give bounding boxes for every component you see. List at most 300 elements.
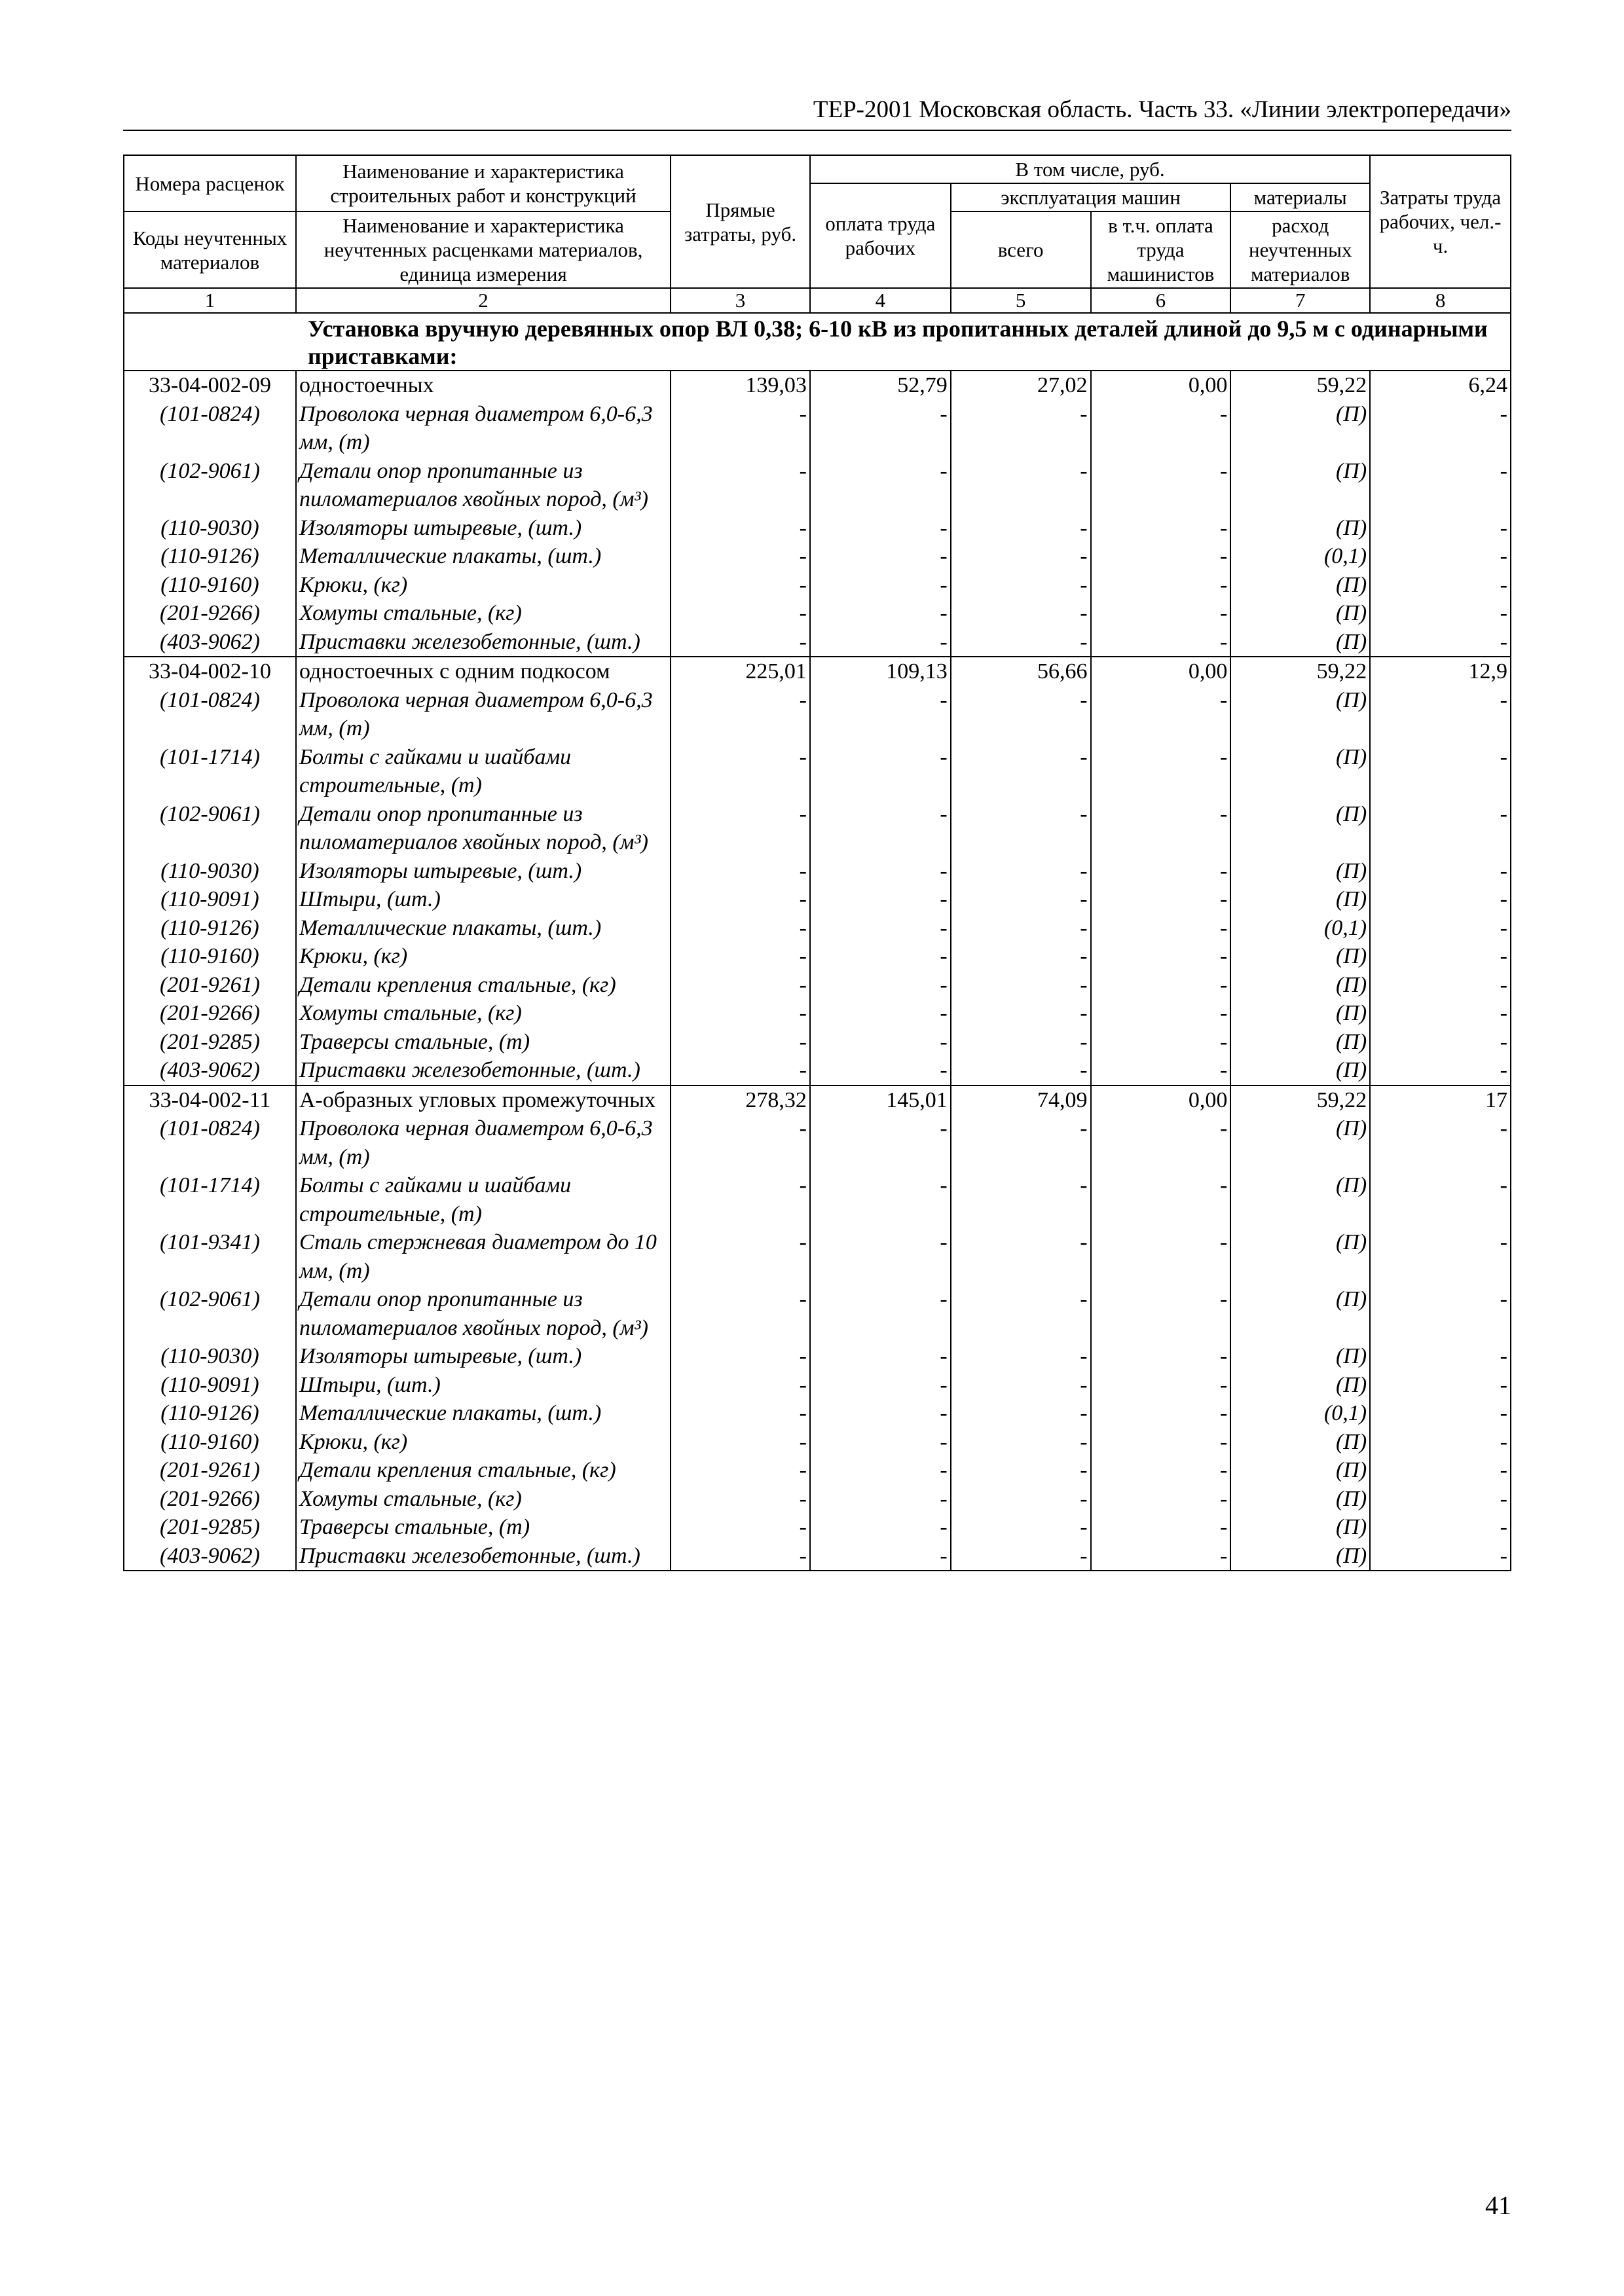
material-code: (110-9030) — [124, 514, 296, 543]
labor-hours: - — [1370, 514, 1511, 543]
labor-pay: 52,79 — [810, 371, 951, 400]
machines-total: - — [951, 628, 1091, 657]
material-name: Приставки железобетонные, (шт.) — [296, 628, 671, 657]
price-name: одностоечных с одним подкосом — [296, 657, 671, 686]
header-including: В том числе, руб. — [810, 155, 1370, 183]
material-name: Хомуты стальные, (кг) — [296, 1485, 671, 1514]
material-code: (110-9126) — [124, 914, 296, 943]
material-row — [124, 457, 1511, 514]
labor-pay: - — [810, 1428, 951, 1457]
machines-total: - — [951, 800, 1091, 857]
material-consumption: (П) — [1230, 514, 1370, 543]
material-name: Штыри, (шт.) — [296, 1371, 671, 1400]
material-consumption: (П) — [1230, 1228, 1370, 1285]
material-name: Проволока черная диаметром 6,0-6,3 мм, (т) — [296, 1114, 671, 1171]
machines-total: - — [951, 1056, 1091, 1085]
material-code: (110-9030) — [124, 1342, 296, 1371]
header-material-names: Наименование и характеристика неучтенных расценками материалов, единица измерения — [296, 211, 671, 288]
materials-cost: 59,22 — [1230, 657, 1370, 686]
material-row — [124, 1485, 1511, 1514]
material-consumption: (П) — [1230, 800, 1370, 857]
material-name: Металлические плакаты, (шт.) — [296, 914, 671, 943]
header-price-numbers: Номера расценок — [124, 155, 296, 211]
direct-costs: - — [671, 457, 810, 514]
material-code: (110-9091) — [124, 885, 296, 914]
material-row — [124, 1371, 1511, 1400]
machines-total: 27,02 — [951, 371, 1091, 400]
machines-total: - — [951, 743, 1091, 800]
direct-costs: - — [671, 971, 810, 1000]
labor-pay: - — [810, 514, 951, 543]
material-name: Проволока черная диаметром 6,0-6,3 мм, (т) — [296, 400, 671, 457]
material-code: (403-9062) — [124, 1542, 296, 1571]
material-row — [124, 1399, 1511, 1428]
labor-hours: - — [1370, 1028, 1511, 1057]
material-code: (110-9160) — [124, 571, 296, 600]
material-name: Изоляторы штыревые, (шт.) — [296, 857, 671, 886]
direct-costs: - — [671, 599, 810, 628]
direct-costs: - — [671, 942, 810, 971]
labor-pay: - — [810, 1114, 951, 1171]
material-row — [124, 1456, 1511, 1485]
material-consumption: (П) — [1230, 599, 1370, 628]
machinist-pay: - — [1091, 942, 1231, 971]
header-machines-total: всего — [951, 211, 1091, 288]
machines-total: 56,66 — [951, 657, 1091, 686]
machines-total: - — [951, 599, 1091, 628]
direct-costs: - — [671, 1371, 810, 1400]
labor-pay: 109,13 — [810, 657, 951, 686]
material-consumption: (П) — [1230, 885, 1370, 914]
material-consumption: (0,1) — [1230, 1399, 1370, 1428]
labor-hours: - — [1370, 800, 1511, 857]
labor-pay: - — [810, 800, 951, 857]
material-row — [124, 1542, 1511, 1571]
material-code: (110-9091) — [124, 1371, 296, 1400]
machines-total: - — [951, 857, 1091, 886]
header-labor-pay: оплата труда рабочих — [810, 183, 951, 288]
direct-costs: - — [671, 1228, 810, 1285]
machines-total: - — [951, 1513, 1091, 1542]
material-row — [124, 743, 1511, 800]
direct-costs: - — [671, 885, 810, 914]
column-numbers-row — [124, 288, 1511, 313]
labor-pay: - — [810, 1399, 951, 1428]
machines-total: - — [951, 514, 1091, 543]
material-consumption: (П) — [1230, 571, 1370, 600]
material-code: (110-9126) — [124, 542, 296, 571]
labor-pay: - — [810, 599, 951, 628]
machinist-pay: - — [1091, 999, 1231, 1028]
direct-costs: - — [671, 857, 810, 886]
machinist-pay: - — [1091, 1513, 1231, 1542]
labor-pay: - — [810, 542, 951, 571]
labor-hours: - — [1370, 971, 1511, 1000]
material-consumption: (П) — [1230, 628, 1370, 657]
material-name: Детали опор пропитанные из пиломатериалов хвойных пород, (м³) — [296, 1285, 671, 1342]
direct-costs: - — [671, 1171, 810, 1228]
material-row — [124, 628, 1511, 657]
column-number: 8 — [1370, 288, 1511, 313]
labor-pay: - — [810, 1513, 951, 1542]
material-consumption: (П) — [1230, 971, 1370, 1000]
machines-total: - — [951, 1028, 1091, 1057]
column-number: 7 — [1230, 288, 1370, 313]
labor-pay: - — [810, 885, 951, 914]
material-consumption: (П) — [1230, 857, 1370, 886]
machinist-pay: - — [1091, 1428, 1231, 1457]
material-consumption: (П) — [1230, 743, 1370, 800]
labor-hours: - — [1370, 914, 1511, 943]
material-code: (201-9285) — [124, 1513, 296, 1542]
labor-hours: - — [1370, 400, 1511, 457]
machines-total: - — [951, 999, 1091, 1028]
material-name: Детали опор пропитанные из пиломатериалов хвойных пород, (м³) — [296, 800, 671, 857]
material-row — [124, 885, 1511, 914]
header-labor-cost: Затраты труда рабочих, чел.-ч. — [1370, 155, 1511, 288]
material-code: (201-9266) — [124, 599, 296, 628]
material-consumption: (0,1) — [1230, 542, 1370, 571]
machinist-pay: - — [1091, 1542, 1231, 1571]
material-consumption: (П) — [1230, 457, 1370, 514]
header-work-name: Наименование и характеристика строительных работ и конструкций — [296, 155, 671, 211]
material-name: Детали крепления стальные, (кг) — [296, 1456, 671, 1485]
labor-hours: - — [1370, 1228, 1511, 1285]
machines-total: - — [951, 971, 1091, 1000]
labor-pay: - — [810, 1456, 951, 1485]
material-code: (201-9285) — [124, 1028, 296, 1057]
machinist-pay: - — [1091, 686, 1231, 743]
machinist-pay: - — [1091, 1342, 1231, 1371]
labor-hours: - — [1370, 1371, 1511, 1400]
machinist-pay: 0,00 — [1091, 371, 1231, 400]
material-consumption: (П) — [1230, 1171, 1370, 1228]
material-code: (110-9126) — [124, 1399, 296, 1428]
direct-costs: - — [671, 686, 810, 743]
material-name: Детали опор пропитанные из пиломатериалов хвойных пород, (м³) — [296, 457, 671, 514]
machinist-pay: - — [1091, 599, 1231, 628]
direct-costs: - — [671, 571, 810, 600]
direct-costs: - — [671, 628, 810, 657]
column-number: 2 — [296, 288, 671, 313]
labor-pay: - — [810, 1056, 951, 1085]
direct-costs: - — [671, 743, 810, 800]
direct-costs: - — [671, 1485, 810, 1514]
labor-hours: 12,9 — [1370, 657, 1511, 686]
labor-pay: - — [810, 999, 951, 1028]
direct-costs: - — [671, 914, 810, 943]
labor-hours: - — [1370, 571, 1511, 600]
machinist-pay: - — [1091, 1399, 1231, 1428]
material-code: (102-9061) — [124, 457, 296, 514]
material-code: (101-1714) — [124, 1171, 296, 1228]
material-row — [124, 1342, 1511, 1371]
machines-total: - — [951, 1285, 1091, 1342]
price-code: 33-04-002-09 — [124, 371, 296, 400]
header-direct-costs: Прямые затраты, руб. — [671, 155, 810, 288]
material-row — [124, 1056, 1511, 1085]
labor-hours: 6,24 — [1370, 371, 1511, 400]
direct-costs: - — [671, 1399, 810, 1428]
machinist-pay: - — [1091, 1456, 1231, 1485]
machinist-pay: - — [1091, 514, 1231, 543]
labor-hours: - — [1370, 1399, 1511, 1428]
machinist-pay: - — [1091, 743, 1231, 800]
material-name: Крюки, (кг) — [296, 942, 671, 971]
price-row — [124, 657, 1511, 686]
material-name: Металлические плакаты, (шт.) — [296, 542, 671, 571]
machines-total: - — [951, 686, 1091, 743]
material-name: Болты с гайками и шайбами строительные, (т) — [296, 743, 671, 800]
machinist-pay: - — [1091, 1285, 1231, 1342]
labor-hours: - — [1370, 542, 1511, 571]
material-name: Металлические плакаты, (шт.) — [296, 1399, 671, 1428]
material-consumption: (П) — [1230, 1485, 1370, 1514]
materials-cost: 59,22 — [1230, 1085, 1370, 1115]
machinist-pay: - — [1091, 1114, 1231, 1171]
price-row — [124, 371, 1511, 400]
labor-pay: - — [810, 457, 951, 514]
price-code: 33-04-002-10 — [124, 657, 296, 686]
material-consumption: (П) — [1230, 686, 1370, 743]
page-number: 41 — [1485, 2191, 1511, 2220]
machines-total: - — [951, 1228, 1091, 1285]
material-name: Траверсы стальные, (т) — [296, 1513, 671, 1542]
material-name: Болты с гайками и шайбами строительные, (т) — [296, 1171, 671, 1228]
material-consumption: (П) — [1230, 1428, 1370, 1457]
material-name: Траверсы стальные, (т) — [296, 1028, 671, 1057]
machines-total: - — [951, 914, 1091, 943]
labor-hours: - — [1370, 1485, 1511, 1514]
direct-costs: - — [671, 1542, 810, 1571]
material-code: (403-9062) — [124, 1056, 296, 1085]
material-row — [124, 971, 1511, 1000]
price-name: А-образных угловых промежуточных — [296, 1085, 671, 1115]
material-name: Сталь стержневая диаметром до 10 мм, (т) — [296, 1228, 671, 1285]
material-row — [124, 1114, 1511, 1171]
material-name: Хомуты стальные, (кг) — [296, 599, 671, 628]
material-consumption: (П) — [1230, 1542, 1370, 1571]
machines-total: - — [951, 571, 1091, 600]
material-row — [124, 542, 1511, 571]
material-name: Приставки железобетонные, (шт.) — [296, 1056, 671, 1085]
header-materials-consumption: расход неучтенных материалов — [1230, 211, 1370, 288]
labor-pay: - — [810, 743, 951, 800]
labor-hours: - — [1370, 885, 1511, 914]
material-row — [124, 1028, 1511, 1057]
material-consumption: (П) — [1230, 1456, 1370, 1485]
machinist-pay: - — [1091, 1371, 1231, 1400]
labor-hours: 17 — [1370, 1085, 1511, 1115]
section-title-row — [124, 313, 1511, 371]
direct-costs: - — [671, 1428, 810, 1457]
machinist-pay: - — [1091, 1228, 1231, 1285]
direct-costs: 139,03 — [671, 371, 810, 400]
material-code: (102-9061) — [124, 1285, 296, 1342]
direct-costs: - — [671, 542, 810, 571]
material-name: Штыри, (шт.) — [296, 885, 671, 914]
material-consumption: (П) — [1230, 999, 1370, 1028]
materials-cost: 59,22 — [1230, 371, 1370, 400]
material-consumption: (П) — [1230, 1342, 1370, 1371]
labor-hours: - — [1370, 599, 1511, 628]
labor-pay: - — [810, 1342, 951, 1371]
machines-total: - — [951, 1428, 1091, 1457]
labor-hours: - — [1370, 1171, 1511, 1228]
table-body — [124, 313, 1511, 1571]
direct-costs: - — [671, 1114, 810, 1171]
price-table — [123, 155, 1511, 1571]
material-row — [124, 1513, 1511, 1542]
direct-costs: - — [671, 800, 810, 857]
labor-pay: - — [810, 971, 951, 1000]
material-row — [124, 857, 1511, 886]
labor-pay: - — [810, 1028, 951, 1057]
machinist-pay: - — [1091, 857, 1231, 886]
machinist-pay: - — [1091, 571, 1231, 600]
material-row — [124, 514, 1511, 543]
material-code: (110-9030) — [124, 857, 296, 886]
machinist-pay: 0,00 — [1091, 1085, 1231, 1115]
labor-pay: 145,01 — [810, 1085, 951, 1115]
material-consumption: (П) — [1230, 1114, 1370, 1171]
labor-pay: - — [810, 686, 951, 743]
machinist-pay: - — [1091, 914, 1231, 943]
labor-hours: - — [1370, 942, 1511, 971]
material-code: (201-9266) — [124, 999, 296, 1028]
labor-hours: - — [1370, 1513, 1511, 1542]
column-number: 1 — [124, 288, 296, 313]
header-machines: эксплуатация машин — [951, 183, 1231, 211]
material-name: Крюки, (кг) — [296, 1428, 671, 1457]
direct-costs: - — [671, 1513, 810, 1542]
material-row — [124, 1285, 1511, 1342]
material-row — [124, 686, 1511, 743]
labor-hours: - — [1370, 999, 1511, 1028]
direct-costs: - — [671, 1342, 810, 1371]
machines-total: - — [951, 1542, 1091, 1571]
material-row — [124, 599, 1511, 628]
machinist-pay: - — [1091, 885, 1231, 914]
labor-hours: - — [1370, 457, 1511, 514]
material-row — [124, 400, 1511, 457]
labor-hours: - — [1370, 1285, 1511, 1342]
labor-hours: - — [1370, 1542, 1511, 1571]
material-code: (403-9062) — [124, 628, 296, 657]
material-code: (101-0824) — [124, 1114, 296, 1171]
labor-hours: - — [1370, 857, 1511, 886]
labor-hours: - — [1370, 1342, 1511, 1371]
machines-total: - — [951, 1485, 1091, 1514]
labor-hours: - — [1370, 1114, 1511, 1171]
labor-pay: - — [810, 1542, 951, 1571]
labor-pay: - — [810, 628, 951, 657]
machines-total: - — [951, 942, 1091, 971]
material-name: Изоляторы штыревые, (шт.) — [296, 514, 671, 543]
machines-total: - — [951, 1456, 1091, 1485]
column-number: 5 — [951, 288, 1091, 313]
machinist-pay: - — [1091, 542, 1231, 571]
labor-pay: - — [810, 914, 951, 943]
material-row — [124, 942, 1511, 971]
machinist-pay: - — [1091, 1485, 1231, 1514]
machines-total: - — [951, 1114, 1091, 1171]
material-code: (101-1714) — [124, 743, 296, 800]
material-code: (110-9160) — [124, 1428, 296, 1457]
machinist-pay: - — [1091, 1171, 1231, 1228]
material-consumption: (П) — [1230, 1513, 1370, 1542]
material-name: Хомуты стальные, (кг) — [296, 999, 671, 1028]
labor-hours: - — [1370, 686, 1511, 743]
header-divider — [123, 130, 1511, 131]
machines-total: - — [951, 885, 1091, 914]
machines-total: - — [951, 1342, 1091, 1371]
header-materials: материалы — [1230, 183, 1370, 211]
material-name: Приставки железобетонные, (шт.) — [296, 1542, 671, 1571]
material-code: (101-0824) — [124, 686, 296, 743]
labor-pay: - — [810, 1485, 951, 1514]
material-consumption: (П) — [1230, 1371, 1370, 1400]
material-code: (102-9061) — [124, 800, 296, 857]
direct-costs: 278,32 — [671, 1085, 810, 1115]
material-row — [124, 999, 1511, 1028]
machinist-pay: - — [1091, 400, 1231, 457]
document-header-title: ТЕР-2001 Московская область. Часть 33. «Линии электропередачи» — [813, 96, 1511, 123]
labor-pay: - — [810, 571, 951, 600]
labor-pay: - — [810, 1371, 951, 1400]
machines-total: - — [951, 400, 1091, 457]
machinist-pay: - — [1091, 628, 1231, 657]
material-name: Детали крепления стальные, (кг) — [296, 971, 671, 1000]
material-row — [124, 914, 1511, 943]
material-name: Крюки, (кг) — [296, 571, 671, 600]
direct-costs: - — [671, 1285, 810, 1342]
direct-costs: - — [671, 1456, 810, 1485]
section-title: Установка вручную деревянных опор ВЛ 0,38; 6-10 кВ из пропитанных деталей длиной до 9,5 м с одинарными приставками: — [124, 313, 1511, 371]
material-consumption: (П) — [1230, 942, 1370, 971]
labor-pay: - — [810, 1285, 951, 1342]
labor-pay: - — [810, 942, 951, 971]
direct-costs: - — [671, 999, 810, 1028]
labor-pay: - — [810, 1228, 951, 1285]
material-code: (101-9341) — [124, 1228, 296, 1285]
direct-costs: - — [671, 514, 810, 543]
labor-pay: - — [810, 1171, 951, 1228]
material-code: (110-9160) — [124, 942, 296, 971]
machines-total: - — [951, 457, 1091, 514]
direct-costs: - — [671, 400, 810, 457]
price-row — [124, 1085, 1511, 1115]
labor-hours: - — [1370, 743, 1511, 800]
machinist-pay: - — [1091, 457, 1231, 514]
material-consumption: (П) — [1230, 1028, 1370, 1057]
machines-total: - — [951, 542, 1091, 571]
labor-hours: - — [1370, 1456, 1511, 1485]
machinist-pay: - — [1091, 971, 1231, 1000]
header-material-codes: Коды неучтенных материалов — [124, 211, 296, 288]
material-row — [124, 1228, 1511, 1285]
direct-costs: - — [671, 1028, 810, 1057]
material-consumption: (П) — [1230, 1285, 1370, 1342]
material-row — [124, 1428, 1511, 1457]
machinist-pay: - — [1091, 1056, 1231, 1085]
labor-pay: - — [810, 400, 951, 457]
material-row — [124, 800, 1511, 857]
machinist-pay: 0,00 — [1091, 657, 1231, 686]
material-name: Изоляторы штыревые, (шт.) — [296, 1342, 671, 1371]
material-consumption: (0,1) — [1230, 914, 1370, 943]
material-code: (101-0824) — [124, 400, 296, 457]
